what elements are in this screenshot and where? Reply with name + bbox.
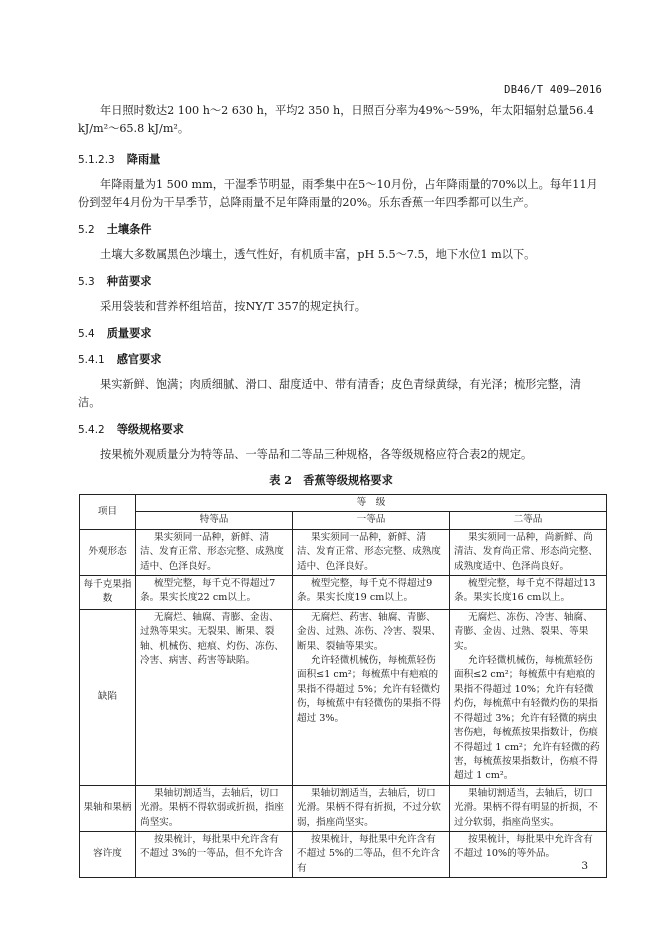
- table-cell: 果轴切割适当，去轴后，切口光滑。果柄不得软弱或折损，指座尚坚实。: [136, 785, 293, 831]
- paragraph-rain: 年降雨量为1 500 mm，干湿季节明显，雨季集中在5～10月份，占年降雨量的70%以上。每年11月份到翌年4月份为干旱季节，总降雨量不足年降雨量的20%。乐东香蕉一年四季都可以生产。: [78, 178, 598, 209]
- heading-number: 5.4.2: [78, 424, 105, 436]
- table-row: [80, 609, 607, 785]
- row-item-label: 容许度: [80, 831, 136, 877]
- cell-paragraph: 允许轻微机械伤，每梳蕉轻伤面积≤2 cm²；每梳蕉中有疤痕的果指不得超过 10%；允许有轻微灼伤，每梳蕉中有轻微灼伤的果指不得超过 3%；允许有轻微的病虫害伤疤，每梳蕉按果指数计，伤痕不得超过 1 cm²；允许有轻微的药害，每梳蕉按果指数计，伤痕不得超过 1 cm²。: [454, 655, 600, 782]
- cell-paragraph: 允许轻微机械伤，每梳蕉轻伤面积≤1 cm²；每梳蕉中有疤痕的果指不得超过 5%；允许有轻微灼伤，每梳蕉中有轻微伤的果指不得超过 3%。: [297, 655, 441, 724]
- table-cell: 果轴切割适当，去轴后，切口光滑。果柄不得有折损，不过分软弱，指座尚坚实。: [293, 785, 450, 831]
- paragraph-grade: 按果梳外观质量分为特等品、一等品和二等品三种规格，各等级规格应符合表2的规定。: [100, 448, 533, 461]
- heading-soil: [78, 220, 151, 239]
- heading-number: 5.4: [78, 328, 95, 340]
- heading-sensory: [78, 350, 161, 369]
- row-item-label: 每千克果指数: [80, 576, 136, 610]
- heading-title: 降雨量: [126, 152, 161, 166]
- heading-number: 5.4.1: [78, 354, 105, 366]
- row-item-label: 外观形态: [80, 529, 136, 575]
- table-cell: [450, 609, 607, 785]
- paragraph-sunshine: 年日照时数达2 100 h～2 630 h，平均2 350 h，日照百分率为49%～59%，年太阳辐射总量56.4 kJ/m²～65.8 kJ/m²。: [78, 104, 594, 135]
- table-cell: 果实须同一品种，新鲜、清洁、发育正常、形态完整、成熟度适中、色泽良好。: [293, 529, 450, 575]
- heading-title: 等级规格要求: [116, 422, 184, 436]
- column-header-item: 项目: [80, 495, 136, 530]
- heading-title: 种苗要求: [106, 274, 152, 288]
- table-row: [80, 831, 607, 877]
- table-row: [80, 576, 607, 610]
- table-cell: 梳型完整，每千克不得超过7条。果实长度22 cm以上。: [136, 576, 293, 610]
- table-cell: 按果梳计，每批果中允许含有不超过 10%的等外品。: [450, 831, 607, 877]
- heading-title: 感官要求: [116, 352, 162, 366]
- table-cell: 按果梳计，每批果中允许含有不超过 5%的二等品，但不允许含有: [293, 831, 450, 877]
- grade-header-first: 一等品: [293, 512, 450, 529]
- table-cell: 果实须同一品种，新鲜、清洁、发育正常、形态完整、成熟度适中、色泽良好。: [136, 529, 293, 575]
- table-cell: 果轴切割适当，去轴后，切口光滑。果柄不得有明显的折损，不过分软弱，指座尚坚实。: [450, 785, 607, 831]
- table-cell: 果实须同一品种，尚新鲜、尚清洁、发育尚正常、形态尚完整、成熟度适中、色泽尚良好。: [450, 529, 607, 575]
- heading-seedling: [78, 272, 151, 291]
- table-cell: 梳型完整，每千克不得超过13条。果实长度16 cm以上。: [450, 576, 607, 610]
- paragraph-seedling: 采用袋装和营养杯组培苗，按NY/T 357的规定执行。: [100, 300, 366, 313]
- page-number: 3: [581, 860, 588, 872]
- heading-number: 5.3: [78, 276, 95, 288]
- table-cell: 梳型完整，每千克不得超过9条。果实长度19 cm以上。: [293, 576, 450, 610]
- heading-number: 5.1.2.3: [78, 154, 115, 166]
- paragraph-soil: 土壤大多数属黑色沙壤土，透气性好，有机质丰富，pH 5.5～7.5，地下水位1 m以下。: [100, 248, 536, 261]
- paragraph-sensory: 果实新鲜、饱满；肉质细腻、滑口、甜度适中、带有清香；皮色青绿黄绿，有光泽；梳形完整，清洁。: [78, 378, 582, 409]
- heading-quality: [78, 324, 151, 343]
- row-item-label: 果轴和果柄: [80, 785, 136, 831]
- grade-header-premium: 特等品: [136, 512, 293, 529]
- grade-spec-table: [79, 494, 607, 878]
- heading-title: 质量要求: [106, 326, 152, 340]
- table-row: [80, 785, 607, 831]
- grade-header-second: 二等品: [450, 512, 607, 529]
- table-body: [80, 529, 607, 877]
- table-cell: [293, 609, 450, 785]
- standard-code: DB46/T 409—2016: [504, 84, 602, 96]
- heading-number: 5.2: [78, 224, 95, 236]
- cell-paragraph: 无腐烂、药害、轴腐、青膨、金齿、过熟、冻伤、冷害、裂果、断果、裂轴等果实。: [297, 611, 441, 652]
- column-header-grade: 等 级: [136, 495, 607, 512]
- table-cell: 按果梳计，每批果中允许含有不超过 3%的一等品，但不允许含: [136, 831, 293, 877]
- heading-grade: [78, 420, 184, 439]
- table-row: [80, 529, 607, 575]
- table-caption: 表 2 香蕉等级规格要求: [269, 473, 393, 487]
- table-cell: 无腐烂、轴腐、青膨、金齿、过熟等果实。无裂果、断果、裂轴、机械伤、疤痕、灼伤、冻伤、冷害、病害、药害等缺陷。: [136, 609, 293, 785]
- heading-title: 土壤条件: [106, 222, 152, 236]
- heading-rain: [78, 150, 160, 169]
- row-item-label: 缺陷: [80, 609, 136, 785]
- cell-paragraph: 无腐烂、冻伤、冷害、轴腐、青膨、金齿、过熟、裂果、等果实。: [454, 611, 593, 652]
